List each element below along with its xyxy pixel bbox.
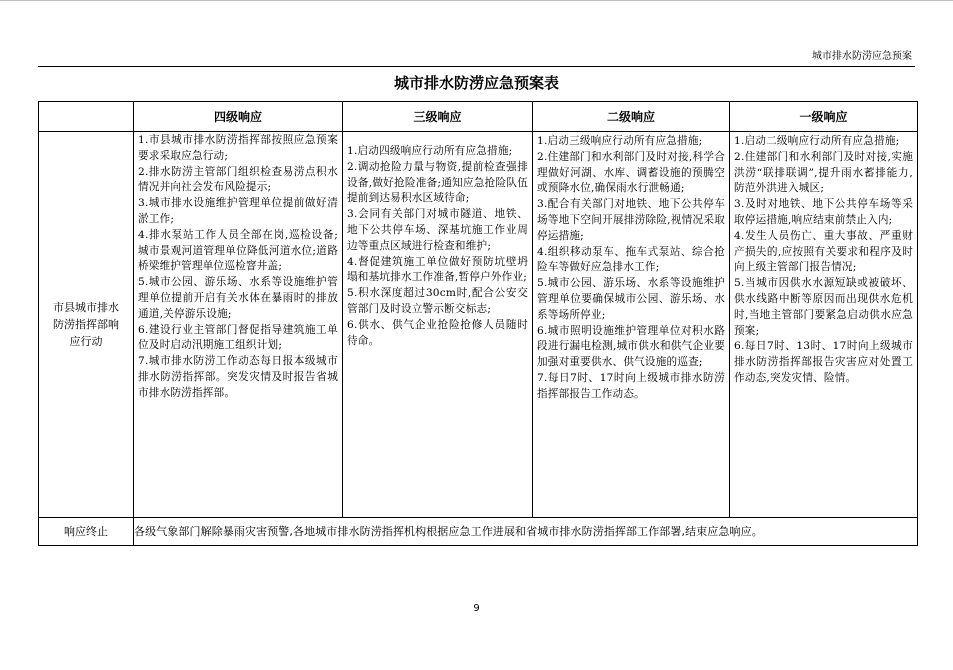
page-number: 9 [473, 603, 480, 614]
level4-item: 7.城市排水防涝工作动态每日报本级城市排水防涝指挥部。突发灾情及时报告省城市排水防涝指挥部。 [138, 355, 338, 399]
action-row [39, 132, 918, 518]
level2-item: 7.每日7时、17时向上级城市排水防涝指挥部报告工作动态。 [537, 371, 725, 400]
level4-item: 3.城市排水设施维护管理单位提前做好清淤工作; [138, 197, 338, 225]
page-top-border [0, 0, 953, 1]
level2-item: 6.城市照明设施维护管理单位对积水路段进行漏电检测,城市供水和供气企业要加强对重要供水、供气设施的巡查; [537, 324, 725, 369]
level2-item: 4.组织移动泵车、拖车式泵站、综合抢险车等做好应急排水工作; [537, 245, 725, 274]
action-row-label-cell [39, 132, 134, 518]
end-row-text: 各级气象部门解除暴雨灾害预警,各地城市排水防涝指挥机构根据应急工作进展和省城市排水防涝指挥部工作部署,结束应急响应。 [134, 518, 918, 546]
level4-item: 2.排水防涝主管部门组织检查易涝点积水情况并向社会发布风险提示; [138, 165, 338, 194]
header-level1: 一级响应 [730, 102, 918, 132]
level4-item: 4.排水泵站工作人员全部在岗,巡检设备;城市景观河道管理单位降低河道水位;道路桥梁维护管理单位巡检窨井盖; [138, 228, 338, 273]
level1-item: 5.当城市因供水水源短缺或被破坏、供水线路中断等原因而出现供水危机时,当地主管部门要紧急启动供水应急预案; [734, 277, 913, 337]
level1-item: 4.发生人员伤亡、重大事故、严重财产损失的,应按照有关要求和程序及时向上级主管部门报告情况; [734, 229, 913, 274]
level1-item: 3.及时对地铁、地下公共停车场等采取停运措施,响应结束前禁止入内; [734, 198, 913, 226]
action-row-label: 市县城市排水防涝指挥部响应行动 [53, 301, 119, 348]
end-row-label: 响应终止 [39, 518, 134, 546]
level1-item: 6.每日7时、13时、17时向上级城市排水防涝指挥部报告灾害应对处置工作动态,突发灾情、险情。 [734, 340, 913, 384]
running-header: 城市排水防涝应急预案 [812, 51, 912, 62]
level4-item: 6.建设行业主管部门督促指导建筑施工单位及时启动汛期施工组织计划; [138, 323, 338, 352]
header-level3: 三级响应 [343, 102, 533, 132]
level1-item: 1.启动二级响应行动所有应急措施; [734, 135, 900, 147]
level3-actions-cell [343, 132, 533, 518]
header-level4: 四级响应 [134, 102, 343, 132]
level3-actions [343, 132, 532, 349]
level4-actions [134, 132, 342, 402]
level3-item: 6.供水、供气企业抢险抢修人员随时待命。 [347, 318, 528, 347]
level3-item: 3.会同有关部门对城市隧道、地铁、地下公共停车场、深基坑施工作业周边等重点区域进行检查和维护; [347, 208, 528, 252]
level2-item: 2.住建部门和水利部门及时对接,科学合理做好河湖、水库、调蓄设施的预腾空或预降水位,确保雨水行泄畅通; [537, 150, 725, 195]
header-row [39, 102, 918, 132]
level4-item: 1.市县城市排水防涝指挥部按照应急预案要求采取应急行动; [138, 134, 338, 162]
end-row [39, 518, 918, 546]
level3-item: 2.调动抢险力量与物资,提前检查强排设备,做好抢险准备;通知应急抢险队伍提前到达易积水区域待命; [347, 160, 528, 205]
header-rule [38, 66, 915, 67]
level2-item: 1.启动三级响应行动所有应急措施; [537, 135, 703, 147]
level1-actions-cell [730, 132, 918, 518]
level2-actions [533, 132, 729, 403]
level3-item: 1.启动四级响应行动所有应急措施; [347, 145, 513, 157]
level4-actions-cell [134, 132, 343, 518]
document-title: 城市排水防涝应急预案表 [393, 74, 559, 92]
level1-actions [730, 132, 917, 387]
level4-item: 5.城市公园、游乐场、水系等设施维护管理单位提前开启有关水体在暴雨时的排放通道,关停游乐设施; [138, 276, 338, 320]
emergency-plan-table [38, 101, 918, 546]
level3-item: 5.积水深度超过30cm时,配合公安交管部门及时设立警示断交标志; [347, 287, 528, 315]
header-corner-cell [39, 102, 134, 132]
level2-item: 3.配合有关部门对地铁、地下公共停车场等地下空间开展排涝除险,视情况采取停运措施; [537, 198, 725, 242]
level1-item: 2.住建部门和水利部门及时对接,实施洪涝“联排联调”,提升雨水蓄排能力,防范外洪进入城区; [734, 150, 913, 195]
level2-actions-cell [533, 132, 730, 518]
header-level2: 二级响应 [533, 102, 730, 132]
level2-item: 5.城市公园、游乐场、水系等设施维护管理单位要确保城市公园、游乐场、水系等场所停业; [537, 277, 725, 321]
level3-item: 4.督促建筑施工单位做好预防坑壁坍塌和基坑排水工作准备,暂停户外作业; [347, 255, 528, 284]
